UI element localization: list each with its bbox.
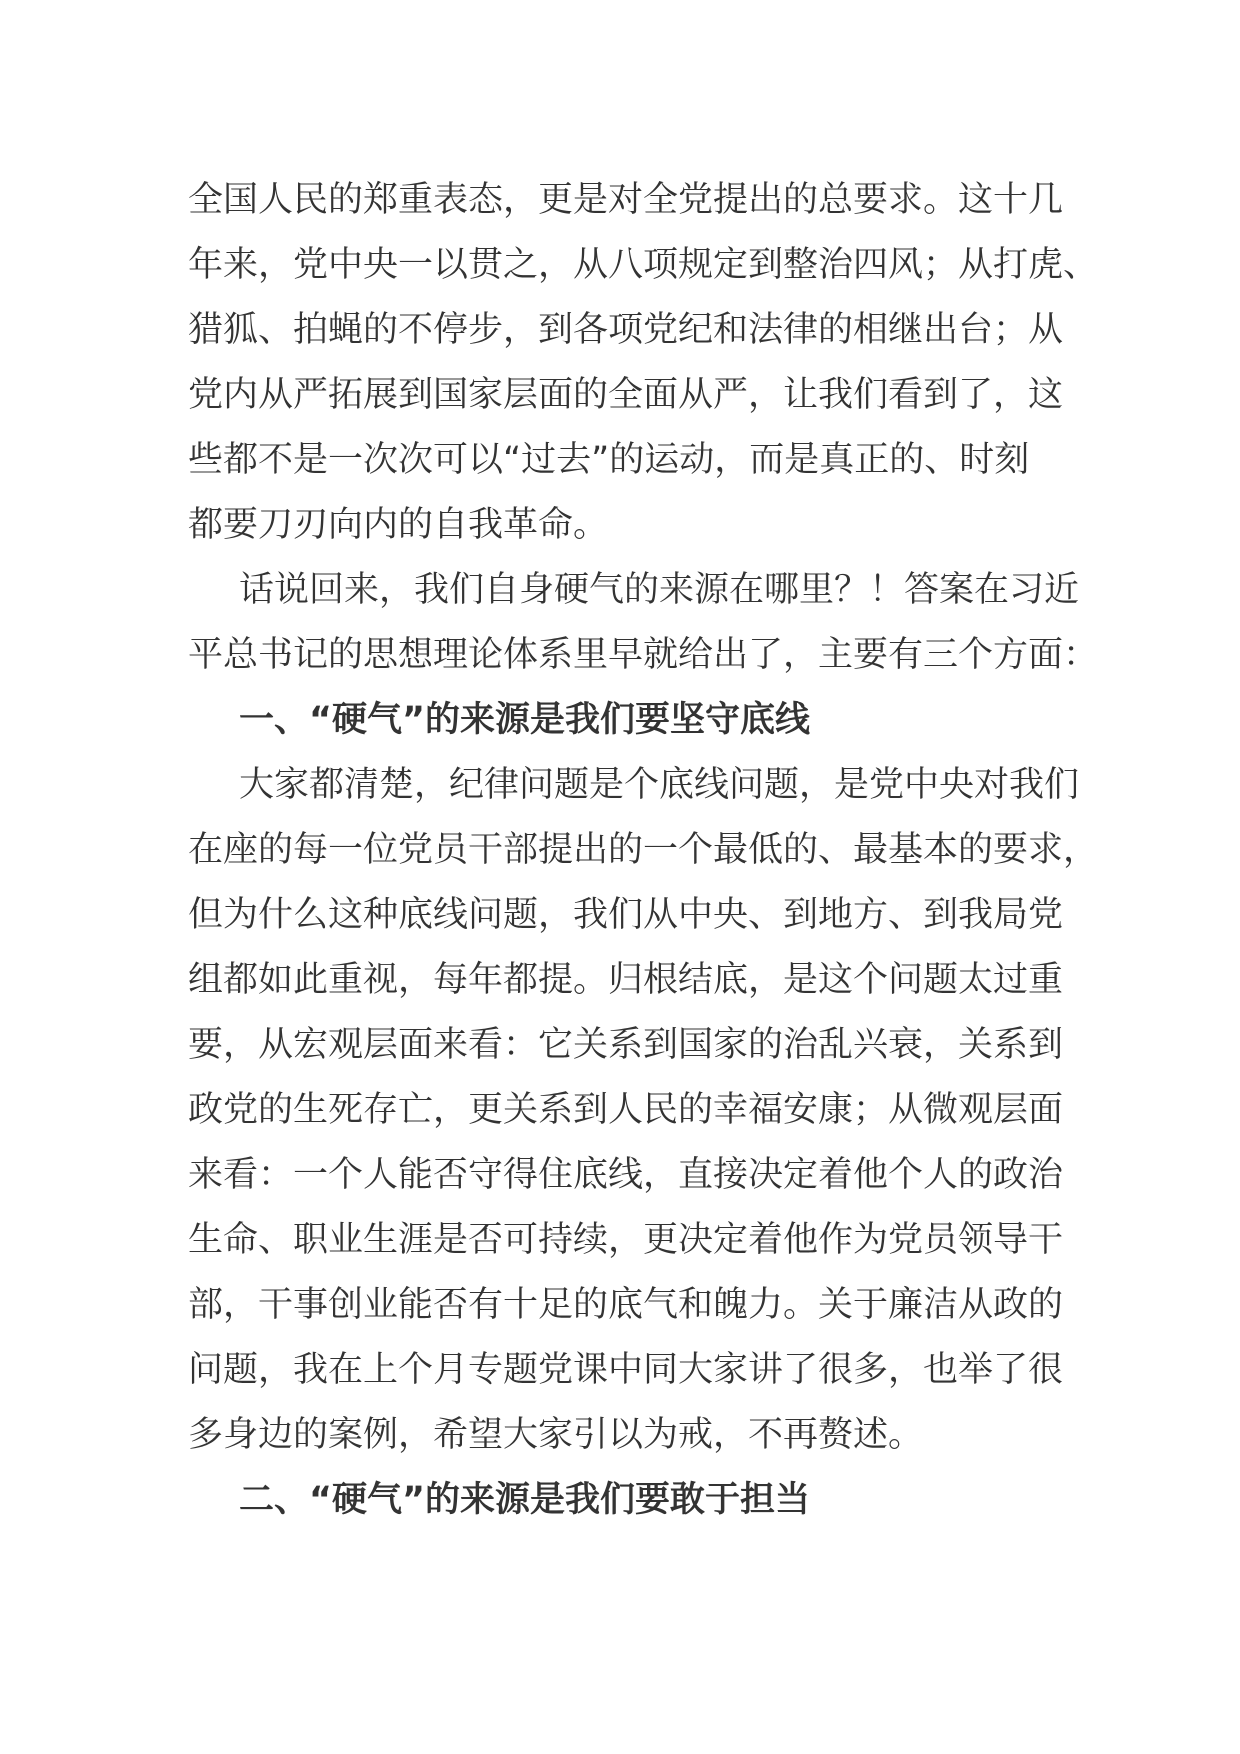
text-line: 但为什么这种底线问题，我们从中央、到地方、到我局党 — [188, 895, 1064, 935]
text-line: 政党的生死存亡，更关系到人民的幸福安康；从微观层面 — [188, 1090, 1064, 1130]
text-line: 来看：一个人能否守得住底线，直接决定着他个人的政治 — [188, 1155, 1064, 1195]
paragraph-body — [188, 753, 1099, 1468]
text-line: 全国人民的郑重表态，更是对全党提出的总要求。这十几 — [188, 180, 1064, 220]
document-body — [188, 168, 1099, 1533]
text-line: 多身边的案例，希望大家引以为戒，不再赘述。 — [188, 1415, 924, 1455]
text-line: 党内从严拓展到国家层面的全面从严，让我们看到了，这 — [188, 375, 1064, 415]
paragraph-continuation — [188, 168, 1099, 558]
text-line: 要，从宏观层面来看：它关系到国家的治乱兴衰，关系到 — [188, 1025, 1064, 1065]
text-line: 组都如此重视，每年都提。归根结底，是这个问题太过重 — [188, 960, 1064, 1000]
text-line: 都要刀刃向内的自我革命。 — [188, 505, 609, 545]
text-line: 猎狐、拍蝇的不停步，到各项党纪和法律的相继出台；从 — [188, 310, 1064, 350]
text-line: 生命、职业生涯是否可持续，更决定着他作为党员领导干 — [188, 1220, 1064, 1260]
text-line: 在座的每一位党员干部提出的一个最低的、最基本的要求， — [188, 830, 1099, 870]
text-line: 部，干事创业能否有十足的底气和魄力。关于廉洁从政的 — [188, 1285, 1064, 1325]
text-line: 话说回来，我们自身硬气的来源在哪里？！答案在习近 — [239, 570, 1080, 610]
text-line: 平总书记的思想理论体系里早就给出了，主要有三个方面： — [188, 635, 1099, 675]
text-line: 大家都清楚，纪律问题是个底线问题，是党中央对我们 — [239, 765, 1080, 805]
section-heading-1 — [188, 688, 1068, 753]
text-line: 些都不是一次次可以“过去”的运动，而是真正的、时刻 — [188, 440, 1030, 480]
paragraph-intro — [188, 558, 1099, 688]
section-heading-2 — [188, 1468, 1068, 1533]
heading-text: 一、“硬气”的来源是我们要坚守底线 — [239, 700, 811, 740]
text-line: 问题，我在上个月专题党课中同大家讲了很多，也举了很 — [188, 1350, 1064, 1390]
text-line: 年来，党中央一以贯之，从八项规定到整治四风；从打虎、 — [188, 245, 1099, 285]
heading-text: 二、“硬气”的来源是我们要敢于担当 — [239, 1480, 811, 1520]
